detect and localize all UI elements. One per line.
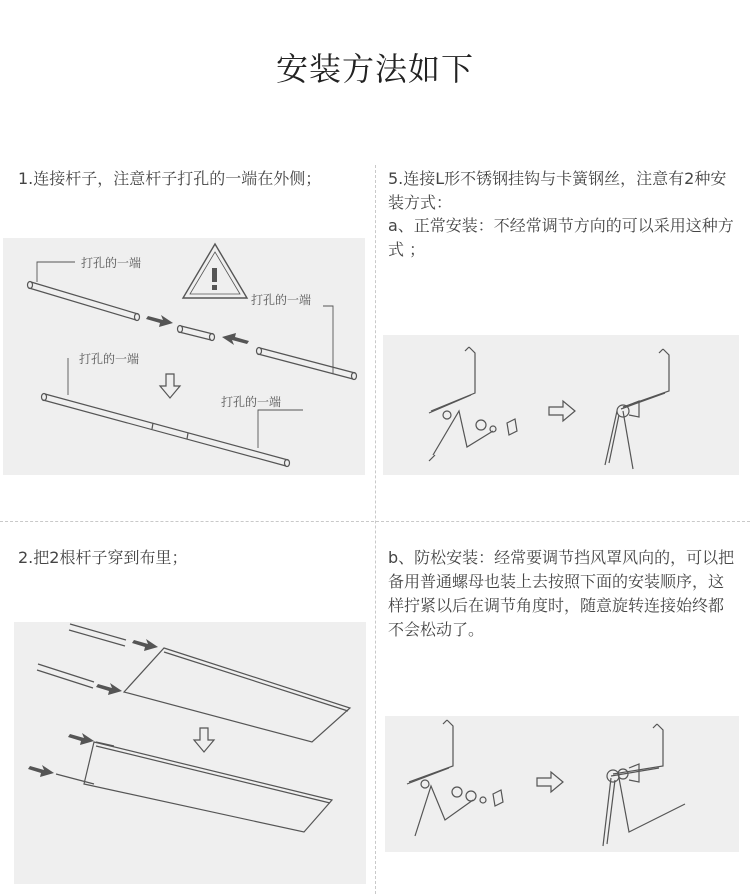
figure-insert-poles bbox=[14, 622, 366, 884]
arrow-right-icon bbox=[132, 639, 158, 651]
figure-connect-poles bbox=[3, 238, 365, 475]
hole-end-label-4: 打孔的一端 bbox=[221, 395, 282, 409]
step5a-text: a、正常安装：不经常调节方向的可以采用这种方式 ； bbox=[388, 216, 734, 259]
horizontal-divider bbox=[0, 521, 750, 522]
hole-end-label-3: 打孔的一端 bbox=[79, 352, 140, 366]
arrow-down-icon bbox=[194, 728, 214, 752]
arrow-right-icon bbox=[537, 772, 563, 792]
arrow-right-icon bbox=[146, 315, 173, 327]
figure-anti-loose-install bbox=[385, 716, 739, 852]
step5b-text: b、防松安装：经常要调节挡风罩风向的，可以把备用普通螺母也装上去按照下面的安装顺序，这样拧紧以后在调节角度时，随意旋转连接始终都不会松动了。 bbox=[388, 548, 735, 639]
arrow-right-icon bbox=[549, 401, 575, 421]
vertical-divider bbox=[375, 165, 376, 894]
arrow-down-icon bbox=[160, 374, 180, 398]
figure-normal-install bbox=[383, 335, 739, 475]
step5-text: 5.连接L形不锈钢挂钩与卡簧钢丝，注意有2种安装方式： bbox=[388, 169, 727, 212]
step2-text: 2.把2根杆子穿到布里； bbox=[18, 548, 188, 567]
step1-text: 1.连接杆子，注意杆子打孔的一端在外侧； bbox=[18, 169, 322, 188]
arrow-left-icon bbox=[222, 333, 249, 345]
hole-end-label-1: 打孔的一端 bbox=[81, 256, 142, 270]
page-title: 安装方法如下 bbox=[275, 50, 474, 88]
hole-end-label-2: 打孔的一端 bbox=[251, 293, 312, 307]
